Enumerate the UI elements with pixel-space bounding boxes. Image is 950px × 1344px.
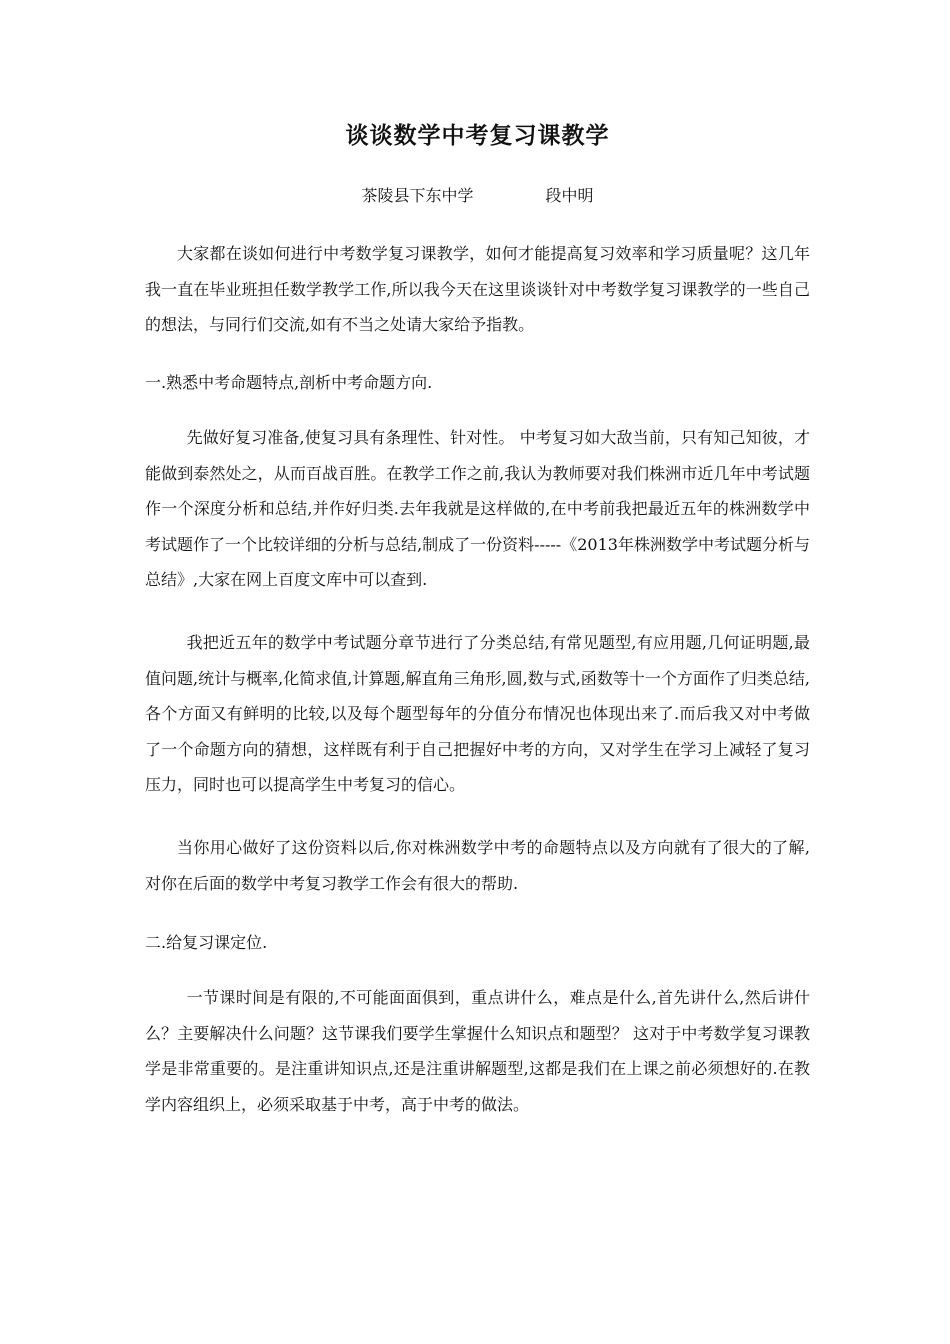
intro-paragraph: 大家都在谈如何进行中考数学复习课教学，如何才能提高复习效率和学习质量呢？这几年我一直在毕业班担任数学教学工作,所以我今天在这里谈谈针对中考数学复习课教学的一些自己的想法，与同行们交流,如有不当之处请大家给予指教。	[145, 244, 810, 334]
section-1-paragraph-1: 先做好复习准备,使复习具有条理性、针对性。 中考复习如大敌当前，只有知己知彼，才能做到泰然处之，从而百战百胜。在教学工作之前,我认为教师要对我们株洲市近几年中考试题作一个深度分析和总结,并作好归类.去年我就是这样做的,在中考前我把最近五年的株洲数学中考试题作了一个比较详细的分析与总结,制成了一份资料-----《2013年株洲数学中考试题分析与总结》,大家在网上百度文库中可以查到.	[145, 428, 810, 589]
section-1-heading: 一.熟悉中考命题特点,剖析中考命题方向.	[145, 373, 433, 392]
section-1-paragraph-2: 我把近五年的数学中考试题分章节进行了分类总结,有常见题型,有应用题,几何证明题,最值问题,统计与概率,化简求值,计算题,解直角三角形,圆,数与式,函数等十一个方面作了归类总结,各个方面又有鲜明的比较,以及每个题型每年的分值分布情况也体现出来了.而后我又对中考做了一个命题方向的猜想，这样既有利于自己把握好中考的方向，又对学生在学习上减轻了复习压力，同时也可以提高学生中考复习的信心。	[145, 633, 810, 794]
document-title: 谈谈数学中考复习课教学	[345, 122, 610, 149]
section-2-heading: 二.给复习课定位.	[145, 933, 268, 952]
section-1-paragraph-3: 当你用心做好了这份资料以后,你对株洲数学中考的命题特点以及方向就有了很大的了解,对你在后面的数学中考复习教学工作会有很大的帮助.	[145, 838, 810, 893]
author-school: 茶陵县下东中学	[361, 186, 474, 205]
author-name: 段中明	[545, 186, 594, 205]
author-byline	[145, 183, 810, 209]
section-2-paragraph-1: 一节课时间是有限的,不可能面面俱到，重点讲什么，难点是什么,首先讲什么,然后讲什么？主要解决什么问题？这节课我们要学生掌握什么知识点和题型？ 这对于中考数学复习课教学是非常重要的。是注重讲知识点,还是注重讲解题型,这都是我们在上课之前必须想好的.在教学内容组织上，必须采取基于中考，高于中考的做法。	[145, 988, 810, 1114]
